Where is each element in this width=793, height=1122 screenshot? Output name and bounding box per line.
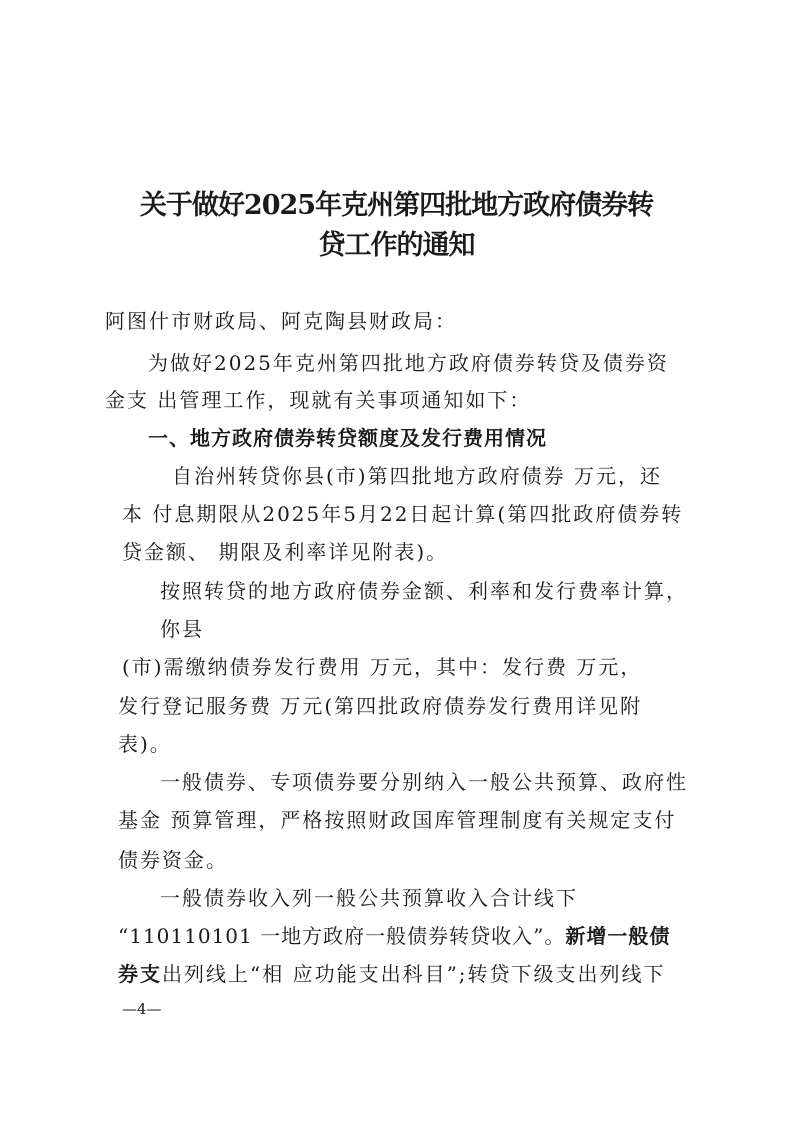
para-2-line-1: 按照转贷的地方政府债券金额、利率和发行费率计算， [160, 579, 688, 603]
para-1-line-3: 贷金额、 期限及利率详见附表)。 [122, 540, 449, 564]
para-3-line-3: 债券资金。 [118, 848, 228, 872]
para-1-line-2: 本 付息期限从2025年5月22日起计算(第四批政府债券转 [122, 502, 684, 526]
para-4-line-3-bold: 券支 [118, 962, 162, 986]
addressee: 阿图什市财政局、阿克陶县财政局： [105, 309, 457, 333]
para-4-line-2 [118, 922, 670, 950]
para-4-line-3 [118, 960, 666, 988]
para-3-line-1: 一般债券、专项债券要分别纳入一般公共预算、政府性 [160, 770, 688, 794]
para-4-line-3-text: 出列线上“相 应功能支出科目”;转贷下级支出列线下 [162, 962, 666, 986]
intro-line-2: 金支 出管理工作，现就有关事项通知如下： [105, 388, 532, 412]
intro-line-1: 为做好2025年克州第四批地方政府债券转贷及债券资 [148, 351, 669, 375]
para-2-line-5: 表)。 [118, 732, 172, 756]
para-4-line-2-bold: 新增一般债 [565, 924, 671, 948]
page-number: —4— [122, 1000, 162, 1018]
para-1-line-1: 自治州转贷你县(市)第四批地方政府债券 万元，还 [172, 464, 662, 488]
para-2-line-3: (市)需缴纳债券发行费用 万元，其中：发行费 万元， [122, 655, 643, 679]
section-1-heading: 一、地方政府债券转贷额度及发行费用情况 [148, 426, 547, 450]
document-title-line-1: 关于做好2025年克州第四批地方政府债券转 [139, 190, 654, 221]
para-2-line-4: 发行登记服务费 万元(第四批政府债券发行费用详见附 [118, 694, 643, 718]
para-2-line-2: 你县 [160, 617, 204, 641]
document-title-line-2: 贷工作的通知 [318, 230, 475, 261]
para-3-line-2: 基金 预算管理，严格按照财政国库管理制度有关规定支付 [118, 808, 677, 832]
para-4-line-1: 一般债券收入列一般公共预算收入合计线下 [160, 886, 578, 910]
para-4-line-2-text: “110110101 一地方政府一般债券转贷收入”。 [118, 924, 566, 948]
